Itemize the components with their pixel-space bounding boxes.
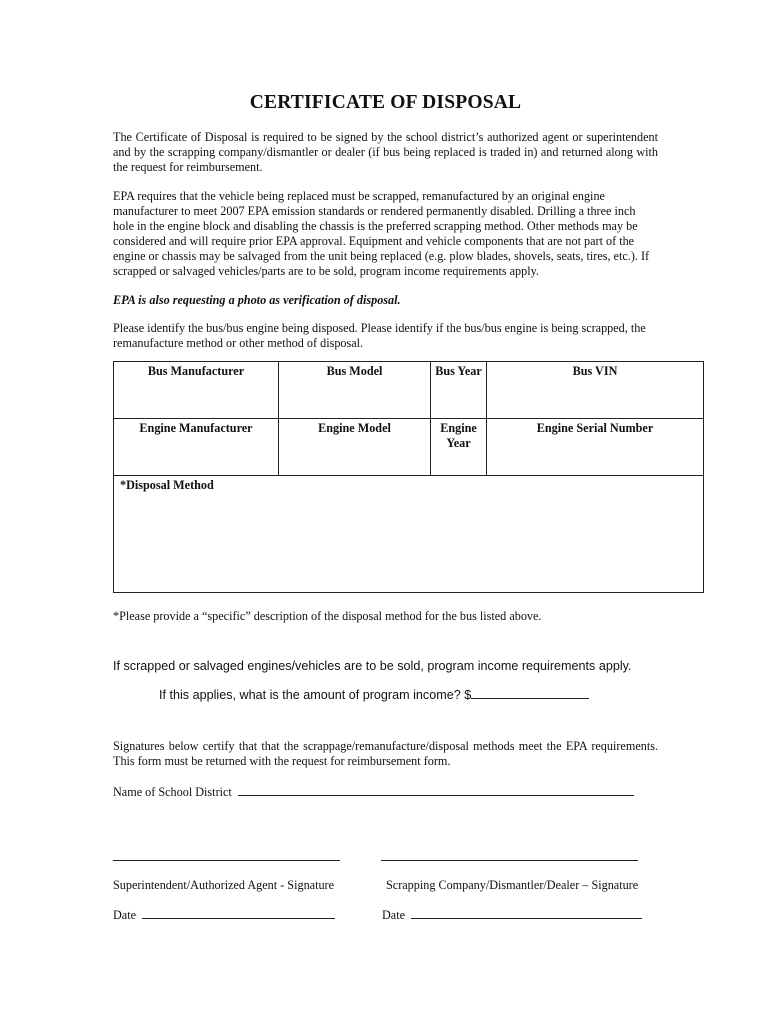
disposal-method-row: [114, 476, 704, 593]
disposal-method-note: *Please provide a “specific” description of the disposal method for the bus listed above.: [113, 609, 542, 623]
scrapping-company-date-label: Date: [382, 908, 406, 922]
scrapping-company-signature-label: Scrapping Company/Dismantler/Dealer – Signature: [386, 878, 639, 892]
identify-paragraph: Please identify the bus/bus engine being disposed. Please identify if the bus/bus engine is being scrapped, the remanufacture method or other method of disposal.: [113, 321, 646, 350]
date-row: [113, 906, 658, 930]
scrapping-company-signature-field[interactable]: [381, 860, 638, 861]
vehicle-info-table: [113, 361, 704, 593]
certification-paragraph: Signatures below certify that that the scrappage/remanufacture/disposal methods meet the EPA requirements. This form must be returned with the request for reimbursement form.: [113, 739, 658, 768]
epa-requirements-paragraph: EPA requires that the vehicle being replaced must be scrapped, remanufactured by an original engine manufacturer to meet 2007 EPA emission standards or rendered permanently disabled. Drilling a three inch hole in the engine block and disabling the chassis is the preferred scrapping method. Other methods may be considered and will require prior EPA approval. Equipment and vehicle components that are not part of the engine or chassis may be salvaged from the unit being replaced (e.g. plow blades, shovels, seats, tires, etc.). If scrapped or salvaged vehicles/parts are to be sold, program income requirements apply.: [113, 189, 650, 278]
program-income-label: If this applies, what is the amount of program income? $: [159, 688, 472, 702]
bus-manufacturer-cell[interactable]: Bus Manufacturer: [114, 362, 279, 419]
engine-info-row: [114, 419, 704, 476]
page-title: CERTIFICATE OF DISPOSAL: [249, 92, 522, 113]
bus-info-row: [114, 362, 704, 419]
program-income-statement: If scrapped or salvaged engines/vehicles are to be sold, program income requirements apply.: [113, 659, 632, 673]
superintendent-date-field[interactable]: [142, 906, 335, 919]
bus-model-cell[interactable]: Bus Model: [279, 362, 431, 419]
superintendent-signature-label: Superintendent/Authorized Agent - Signature: [113, 878, 335, 892]
superintendent-date-label: Date: [113, 908, 137, 922]
certificate-form: [113, 92, 658, 930]
photo-request-note: EPA is also requesting a photo as verification of disposal.: [113, 293, 401, 307]
engine-manufacturer-cell[interactable]: Engine Manufacturer: [114, 419, 279, 476]
school-district-row: [113, 783, 658, 800]
bus-vin-cell[interactable]: Bus VIN: [487, 362, 704, 419]
intro-paragraph: The Certificate of Disposal is required to be signed by the school district’s authorized agent or superintendent and by the scrapping company/dismantler or dealer (if bus being replaced is traded in) and returned along with the request for reimbursement.: [113, 130, 658, 174]
school-district-label: Name of School District: [113, 785, 232, 799]
superintendent-date-row: [113, 906, 335, 923]
engine-serial-number-cell[interactable]: Engine Serial Number: [487, 419, 704, 476]
scrapping-company-date-row: [382, 906, 642, 923]
engine-model-cell[interactable]: Engine Model: [279, 419, 431, 476]
disposal-method-cell[interactable]: *Disposal Method: [114, 476, 704, 593]
program-income-amount-field[interactable]: [471, 686, 589, 699]
signature-block: [113, 800, 658, 920]
program-income-question: [113, 686, 658, 703]
bus-year-cell[interactable]: Bus Year: [431, 362, 487, 419]
scrapping-company-date-field[interactable]: [411, 906, 642, 919]
engine-year-cell[interactable]: Engine Year: [431, 419, 487, 476]
superintendent-signature-field[interactable]: [113, 860, 340, 861]
school-district-field[interactable]: [238, 783, 634, 796]
